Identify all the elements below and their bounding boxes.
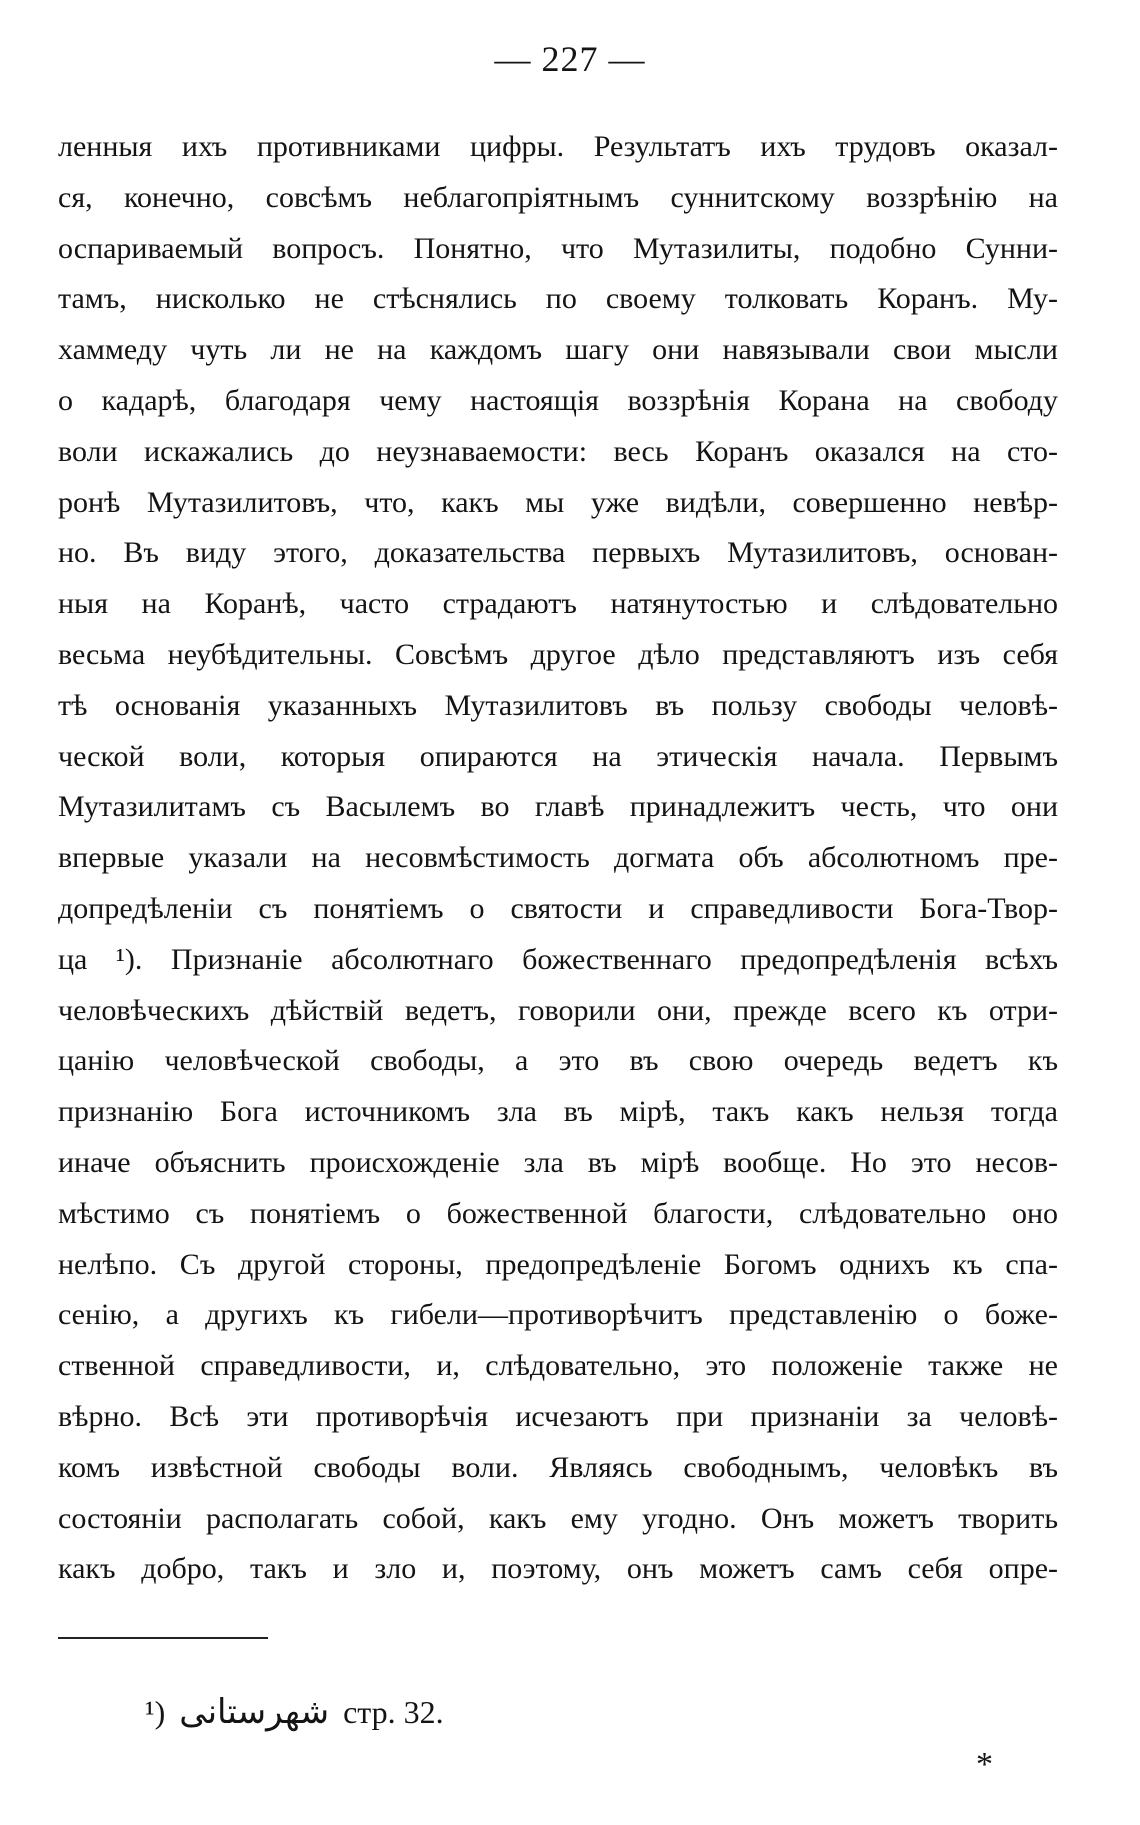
text-line: ленныя ихъ противниками цифры. Результатъ ихъ трудовъ оказал-: [58, 130, 1058, 163]
text-line: мѣстимо съ понятіемъ о божественной благости, слѣдовательно оно: [58, 1196, 1058, 1230]
text-line: вѣрно. Всѣ эти противорѣчія исчезаютъ при признаніи за человѣ-: [58, 1399, 1058, 1433]
text-line: но. Въ виду этого, доказательства первыхъ Мутазилитовъ, основан-: [58, 536, 1058, 570]
text-line: весьма неубѣдительны. Совсѣмъ другое дѣло представляютъ изъ себя: [58, 637, 1058, 671]
text-line: цанію человѣческой свободы, а это въ свою очередь ведетъ къ: [58, 1044, 1058, 1078]
footnote-divider: [58, 1637, 268, 1639]
footnote-marker: ¹): [145, 1694, 166, 1730]
text-line: хаммеду чуть ли не на каждомъ шагу они навязывали свои мысли: [58, 333, 1058, 367]
text-line: о кадарѣ, благодаря чему настоящія воззрѣнія Корана на свободу: [58, 383, 1058, 417]
text-line: ся, конечно, совсѣмъ неблагопріятнымъ суннитскому воззрѣнію на: [58, 180, 1058, 214]
text-line-with-footnote-ref: ца ¹). Признаніе абсолютнаго божественнаго предопредѣленія всѣхъ: [58, 942, 1058, 976]
footnote-text: стр. 32.: [343, 1694, 444, 1730]
text-line: тѣ основанія указанныхъ Мутазилитовъ въ пользу свободы человѣ-: [58, 688, 1058, 722]
text-line: комъ извѣстной свободы воли. Являясь свободнымъ, человѣкъ въ: [58, 1450, 1058, 1484]
text-line: состояніи располагать собой, какъ ему угодно. Онъ можетъ творить: [58, 1501, 1058, 1535]
footnote-arabic-source: شهرستانی: [179, 1692, 330, 1732]
text-line: тамъ, нисколько не стѣснялись по своему толковать Коранъ. Му-: [58, 282, 1058, 316]
text-line: человѣческихъ дѣйствій ведетъ, говорили они, прежде всего къ отри-: [58, 993, 1058, 1027]
text-line: иначе объяснить происхожденіе зла въ мірѣ вообще. Но это несов-: [58, 1145, 1058, 1179]
text-line: признанію Бога источникомъ зла въ мірѣ, такъ какъ нельзя тогда: [58, 1095, 1058, 1129]
body-text: [58, 122, 1058, 1595]
text-line: какъ добро, такъ и зло и, поэтому, онъ можетъ самъ себя опре-: [58, 1552, 1058, 1586]
page-number: — 227 —: [494, 39, 646, 79]
text-line: воли искажались до неузнаваемости: весь Коранъ оказался на сто-: [58, 434, 1058, 468]
text-line: впервые указали на несовмѣстимость догмата объ абсолютномъ пре-: [58, 841, 1058, 875]
asterisk-mark: *: [976, 1746, 993, 1783]
text-line: допредѣленіи съ понятіемъ о святости и справедливости Бога-Твор-: [58, 891, 1058, 925]
text-line: оспариваемый вопросъ. Понятно, что Мутазилиты, подобно Сунни-: [58, 231, 1058, 265]
text-line: ныя на Коранѣ, часто страдаютъ натянутостью и слѣдовательно: [58, 587, 1058, 621]
footnote: [145, 1692, 444, 1732]
text-line: ческой воли, которыя опираются на этическія начала. Первымъ: [58, 739, 1058, 773]
text-line: Мутазилитамъ съ Васылемъ во главѣ принадлежитъ честь, что они: [58, 790, 1058, 824]
text-line: сенію, а другихъ къ гибели—противорѣчитъ представленію о боже-: [58, 1298, 1058, 1332]
text-line: ронѣ Мутазилитовъ, что, какъ мы уже видѣли, совершенно невѣр-: [58, 485, 1058, 519]
text-line: ственной справедливости, и, слѣдовательно, это положеніе также не: [58, 1349, 1058, 1383]
text-line: нелѣпо. Съ другой стороны, предопредѣленіе Богомъ однихъ къ спа-: [58, 1247, 1058, 1281]
